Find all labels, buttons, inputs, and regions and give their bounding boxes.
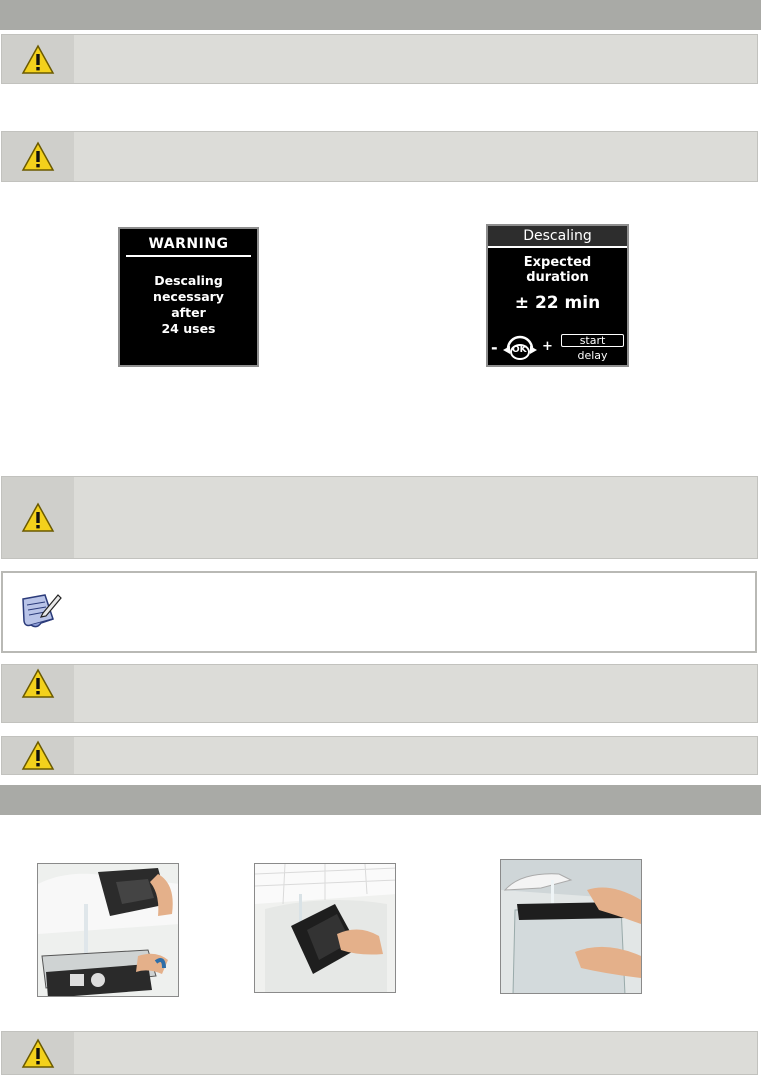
- screen-text-line: Expected: [523, 255, 592, 270]
- start-option: start: [561, 334, 624, 347]
- screen-text-line: 24 uses: [161, 321, 216, 336]
- section-header-bar: [0, 0, 761, 30]
- note-pencil-icon: [19, 589, 63, 633]
- delay-option: delay: [577, 349, 608, 362]
- warning-box: [1, 1031, 758, 1075]
- warning-box: [1, 476, 758, 559]
- plus-symbol: +: [542, 339, 553, 354]
- ok-label: OK: [512, 345, 527, 355]
- screen-text-line: Descaling: [154, 273, 223, 288]
- display-screen-warning: [118, 227, 259, 367]
- photo-removing-tray: [37, 863, 179, 997]
- display-screen-descaling: [486, 224, 629, 367]
- warning-box: [1, 664, 758, 723]
- screen-text-line: necessary: [153, 289, 224, 304]
- screen-title: WARNING: [148, 236, 229, 252]
- warning-triangle-icon: [21, 502, 55, 534]
- photo-rinsing-container: [254, 863, 396, 993]
- photo-filling-tank: [500, 859, 642, 994]
- warning-triangle-icon: [21, 44, 55, 76]
- screen-title: Descaling: [488, 226, 627, 248]
- warning-box: [1, 131, 758, 182]
- note-box: [1, 571, 757, 653]
- warning-triangle-icon: [21, 141, 55, 173]
- duration-value: ± 22 min: [514, 293, 601, 313]
- warning-triangle-icon: [21, 740, 55, 772]
- section-header-bar: [0, 785, 761, 815]
- warning-box: [1, 736, 758, 775]
- warning-triangle-icon: [21, 668, 55, 700]
- screen-text-line: after: [171, 305, 206, 320]
- minus-symbol: -: [491, 338, 498, 357]
- warning-box: [1, 34, 758, 84]
- screen-text-line: duration: [526, 270, 589, 285]
- warning-triangle-icon: [21, 1038, 55, 1070]
